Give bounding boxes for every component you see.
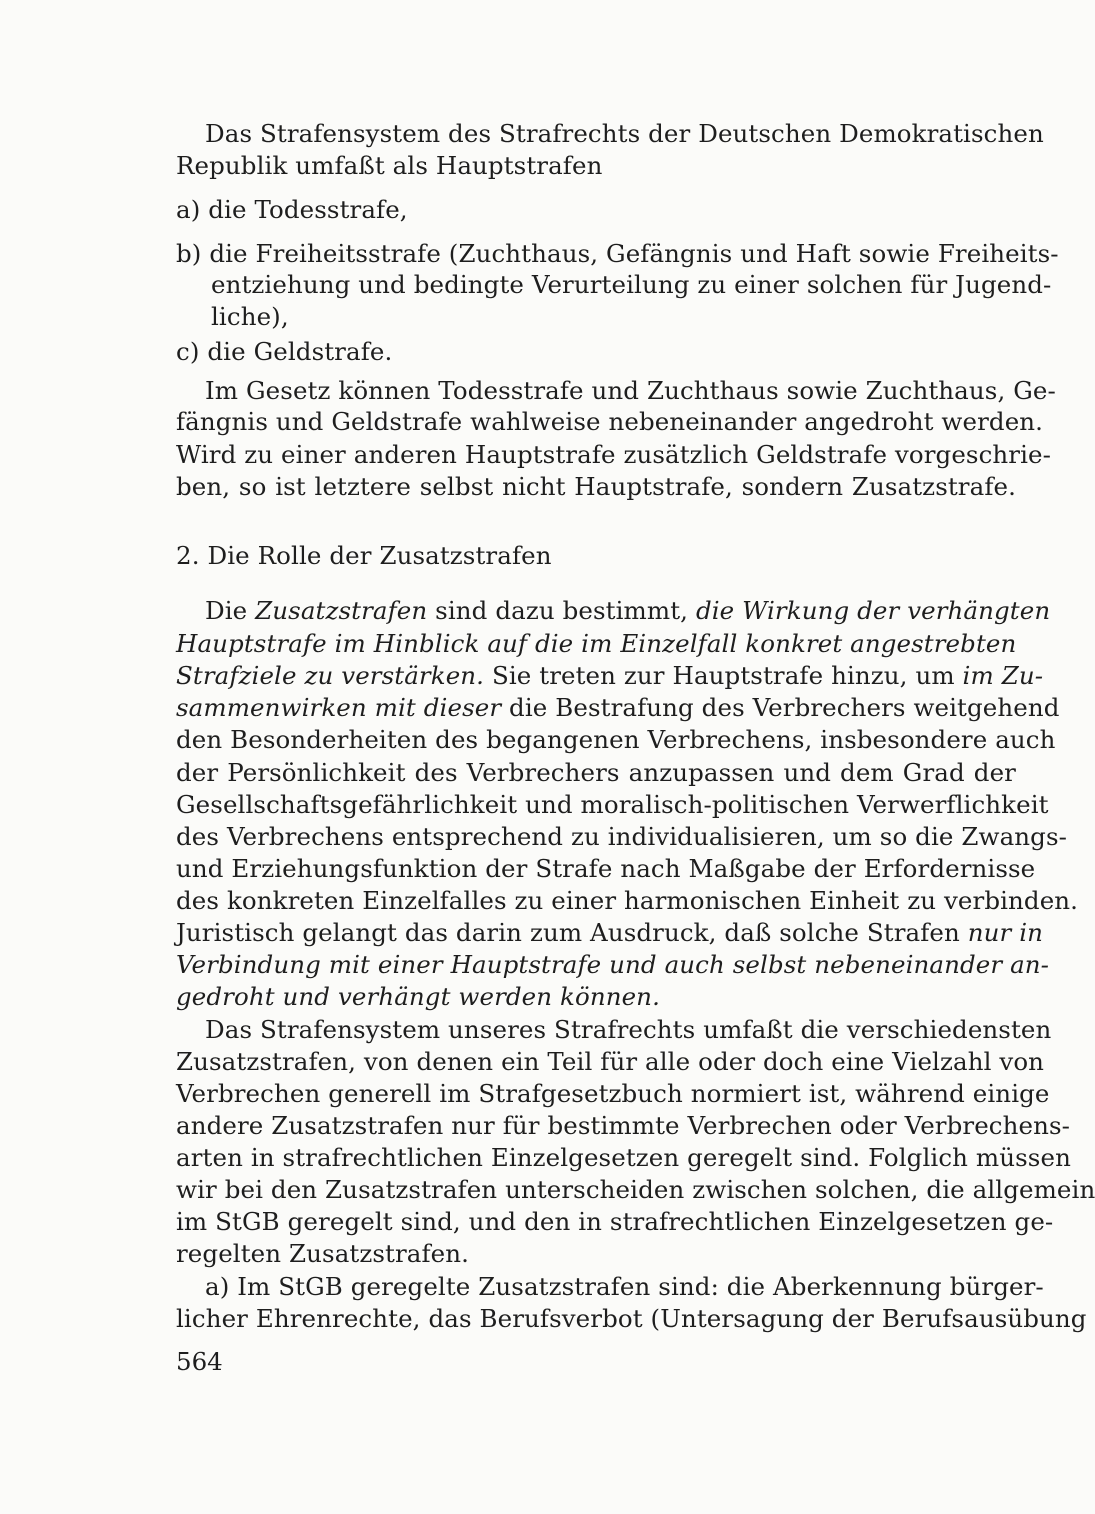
text-line: Zusatzstrafen, von denen ein Teil für alle oder doch eine Vielzahl von	[176, 1047, 1045, 1076]
text-line: des konkreten Einzelfalles zu einer harmonischen Einheit zu verbinden.	[176, 886, 1079, 915]
text-line: der Persönlichkeit des Verbrechers anzupassen und dem Grad der	[176, 758, 1016, 787]
text-line: des Verbrechens entsprechend zu individualisieren, um so die Zwangs-	[176, 822, 1068, 851]
list-item-a: a) die Todesstrafe,	[176, 195, 408, 224]
section-heading: 2. Die Rolle der Zusatzstrafen	[176, 541, 552, 570]
text-line: andere Zusatzstrafen nur für bestimmte Verbrechen oder Verbrechens-	[176, 1111, 1071, 1140]
page-number: 564	[176, 1347, 223, 1376]
text-line: den Besonderheiten des begangenen Verbrechens, insbesondere auch	[176, 725, 1056, 754]
text-line: Hauptstrafe im Hinblick auf die im Einzelfall konkret angestrebten	[176, 629, 1017, 658]
list-item-c: c) die Geldstrafe.	[176, 337, 393, 366]
text-line: Juristisch gelangt das darin zum Ausdruck, daß solche Strafen nur in	[176, 918, 1044, 947]
text-line: Das Strafensystem des Strafrechts der Deutschen Demokratischen	[205, 119, 1044, 148]
text-line: fängnis und Geldstrafe wahlweise nebeneinander angedroht werden.	[176, 407, 1044, 436]
text-line: arten in strafrechtlichen Einzelgesetzen geregelt sind. Folglich müssen	[176, 1143, 1071, 1172]
list-item-b-continued: liche),	[211, 302, 289, 331]
text-line: Strafziele zu verstärken. Sie treten zur Hauptstrafe hinzu, um im Zu-	[176, 661, 1044, 690]
text-line: gedroht und verhängt werden können.	[176, 982, 660, 1011]
text-line: regelten Zusatzstrafen.	[176, 1239, 470, 1268]
list-item-b: b) die Freiheitsstrafe (Zuchthaus, Gefängnis und Haft sowie Freiheits-	[176, 239, 1059, 268]
text-line: Die Zusatzstrafen sind dazu bestimmt, die Wirkung der verhängten	[205, 596, 1051, 625]
text-line: licher Ehrenrechte, das Berufsverbot (Untersagung der Berufsausübung	[176, 1304, 1087, 1333]
text-line: Im Gesetz können Todesstrafe und Zuchthaus sowie Zuchthaus, Ge-	[205, 376, 1056, 405]
text-line: a) Im StGB geregelte Zusatzstrafen sind: die Aberkennung bürger-	[205, 1272, 1044, 1301]
text-line: im StGB geregelt sind, und den in strafrechtlichen Einzelgesetzen ge-	[176, 1207, 1054, 1236]
text-line: wir bei den Zusatzstrafen unterscheiden zwischen solchen, die allgemein	[176, 1175, 1095, 1204]
text-line: Wird zu einer anderen Hauptstrafe zusätzlich Geldstrafe vorgeschrie-	[176, 440, 1052, 469]
text-line: sammenwirken mit dieser die Bestrafung des Verbrechers weitgehend	[176, 693, 1060, 722]
text-line: ben, so ist letztere selbst nicht Hauptstrafe, sondern Zusatzstrafe.	[176, 472, 1016, 501]
text-line: Das Strafensystem unseres Strafrechts umfaßt die verschiedensten	[205, 1015, 1052, 1044]
text-line: Republik umfaßt als Hauptstrafen	[176, 151, 603, 180]
text-line: Gesellschaftsgefährlichkeit und moralisch-politischen Verwerflichkeit	[176, 790, 1049, 819]
text-line: und Erziehungsfunktion der Strafe nach Maßgabe der Erfordernisse	[176, 854, 1036, 883]
text-line: Verbrechen generell im Strafgesetzbuch normiert ist, während einige	[176, 1079, 1050, 1108]
text-line: Verbindung mit einer Hauptstrafe und auch selbst nebeneinander an-	[176, 950, 1050, 979]
list-item-b-continued: entziehung und bedingte Verurteilung zu einer solchen für Jugend-	[211, 270, 1052, 299]
